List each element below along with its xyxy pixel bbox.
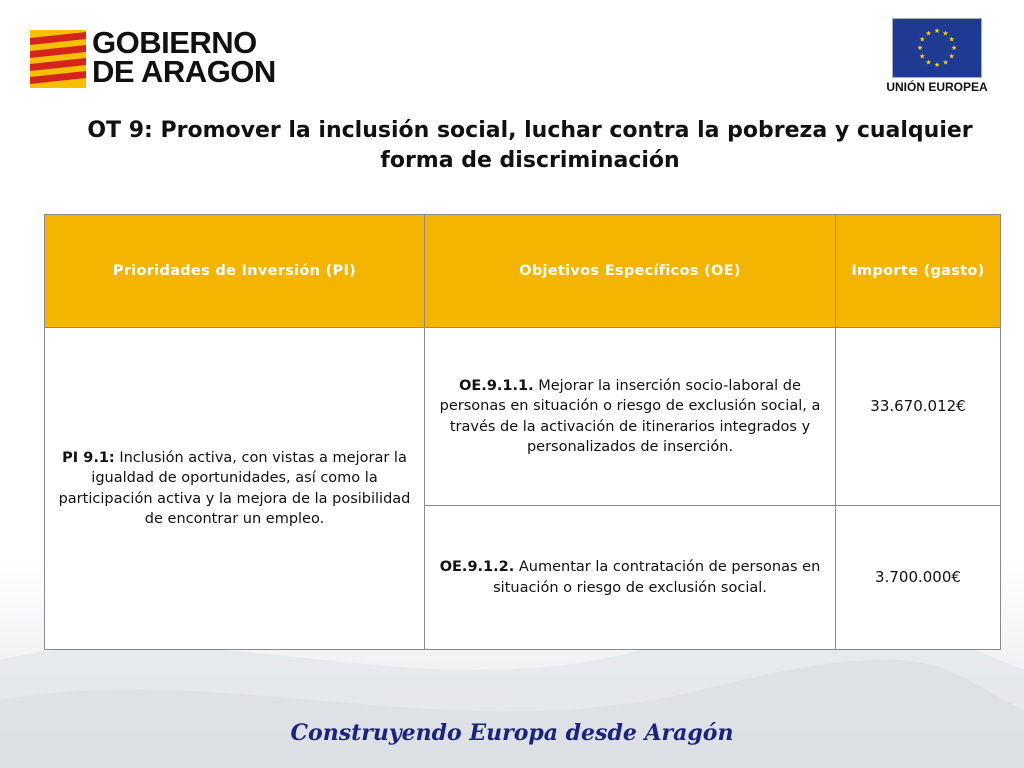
investment-priorities-table — [44, 214, 1001, 650]
oe-cell — [425, 328, 836, 506]
footer-slogan: Construyendo Europa desde Aragón — [290, 720, 734, 746]
gobierno-aragon-logo — [30, 25, 290, 90]
page-title: OT 9: Promover la inclusión social, luchar contra la pobreza y cualquier forma de discriminación — [87, 118, 973, 173]
logo-line-1: GOBIERNO — [92, 25, 257, 60]
svg-text:★: ★ — [948, 52, 955, 61]
aragon-flag-icon — [30, 30, 86, 88]
eu-logo — [872, 18, 1002, 98]
svg-text:★: ★ — [948, 35, 955, 44]
svg-text:★: ★ — [919, 35, 926, 44]
oe-description: Mejorar la inserción socio-laboral de personas en situación o riesgo de exclusión social, a través de la activación de itinerarios integrados y personalizados de inserción. — [439, 377, 821, 456]
eu-flag-icon — [892, 18, 982, 78]
svg-text:★: ★ — [933, 27, 941, 35]
oe-code: OE.9.1.2. — [439, 559, 515, 576]
oe-code: OE.9.1.1. — [459, 377, 534, 394]
amount-cell: 3.700.000€ — [836, 506, 1001, 650]
amount-cell: 33.670.012€ — [836, 328, 1001, 506]
svg-text:★: ★ — [942, 29, 949, 38]
header-pi: Prioridades de Inversión (PI) — [45, 215, 425, 328]
svg-text:★: ★ — [933, 61, 941, 69]
svg-text:★: ★ — [925, 58, 932, 67]
oe-description: Aumentar la contratación de personas en situación o riesgo de exclusión social. — [493, 559, 821, 596]
table-row — [45, 328, 1001, 506]
oe-cell — [425, 506, 836, 650]
pi-code: PI 9.1: — [62, 449, 115, 466]
svg-text:★: ★ — [916, 44, 924, 52]
pi-cell — [45, 328, 425, 650]
header-oe: Objetivos Específicos (OE) — [425, 215, 836, 328]
header-amount: Importe (gasto) — [836, 215, 1001, 328]
eu-label: UNIÓN EUROPEA — [886, 80, 988, 94]
logo-line-2: DE ARAGON — [92, 54, 276, 89]
svg-text:★: ★ — [942, 58, 949, 67]
pi-description: Inclusión activa, con vistas a mejorar la igualdad de oportunidades, así como la participación activa y la mejora de la posibilidad de encontrar un empleo. — [58, 449, 411, 527]
svg-text:★: ★ — [919, 52, 926, 61]
svg-text:★: ★ — [950, 44, 958, 52]
svg-text:★: ★ — [925, 29, 932, 38]
table-header-row — [45, 215, 1001, 328]
